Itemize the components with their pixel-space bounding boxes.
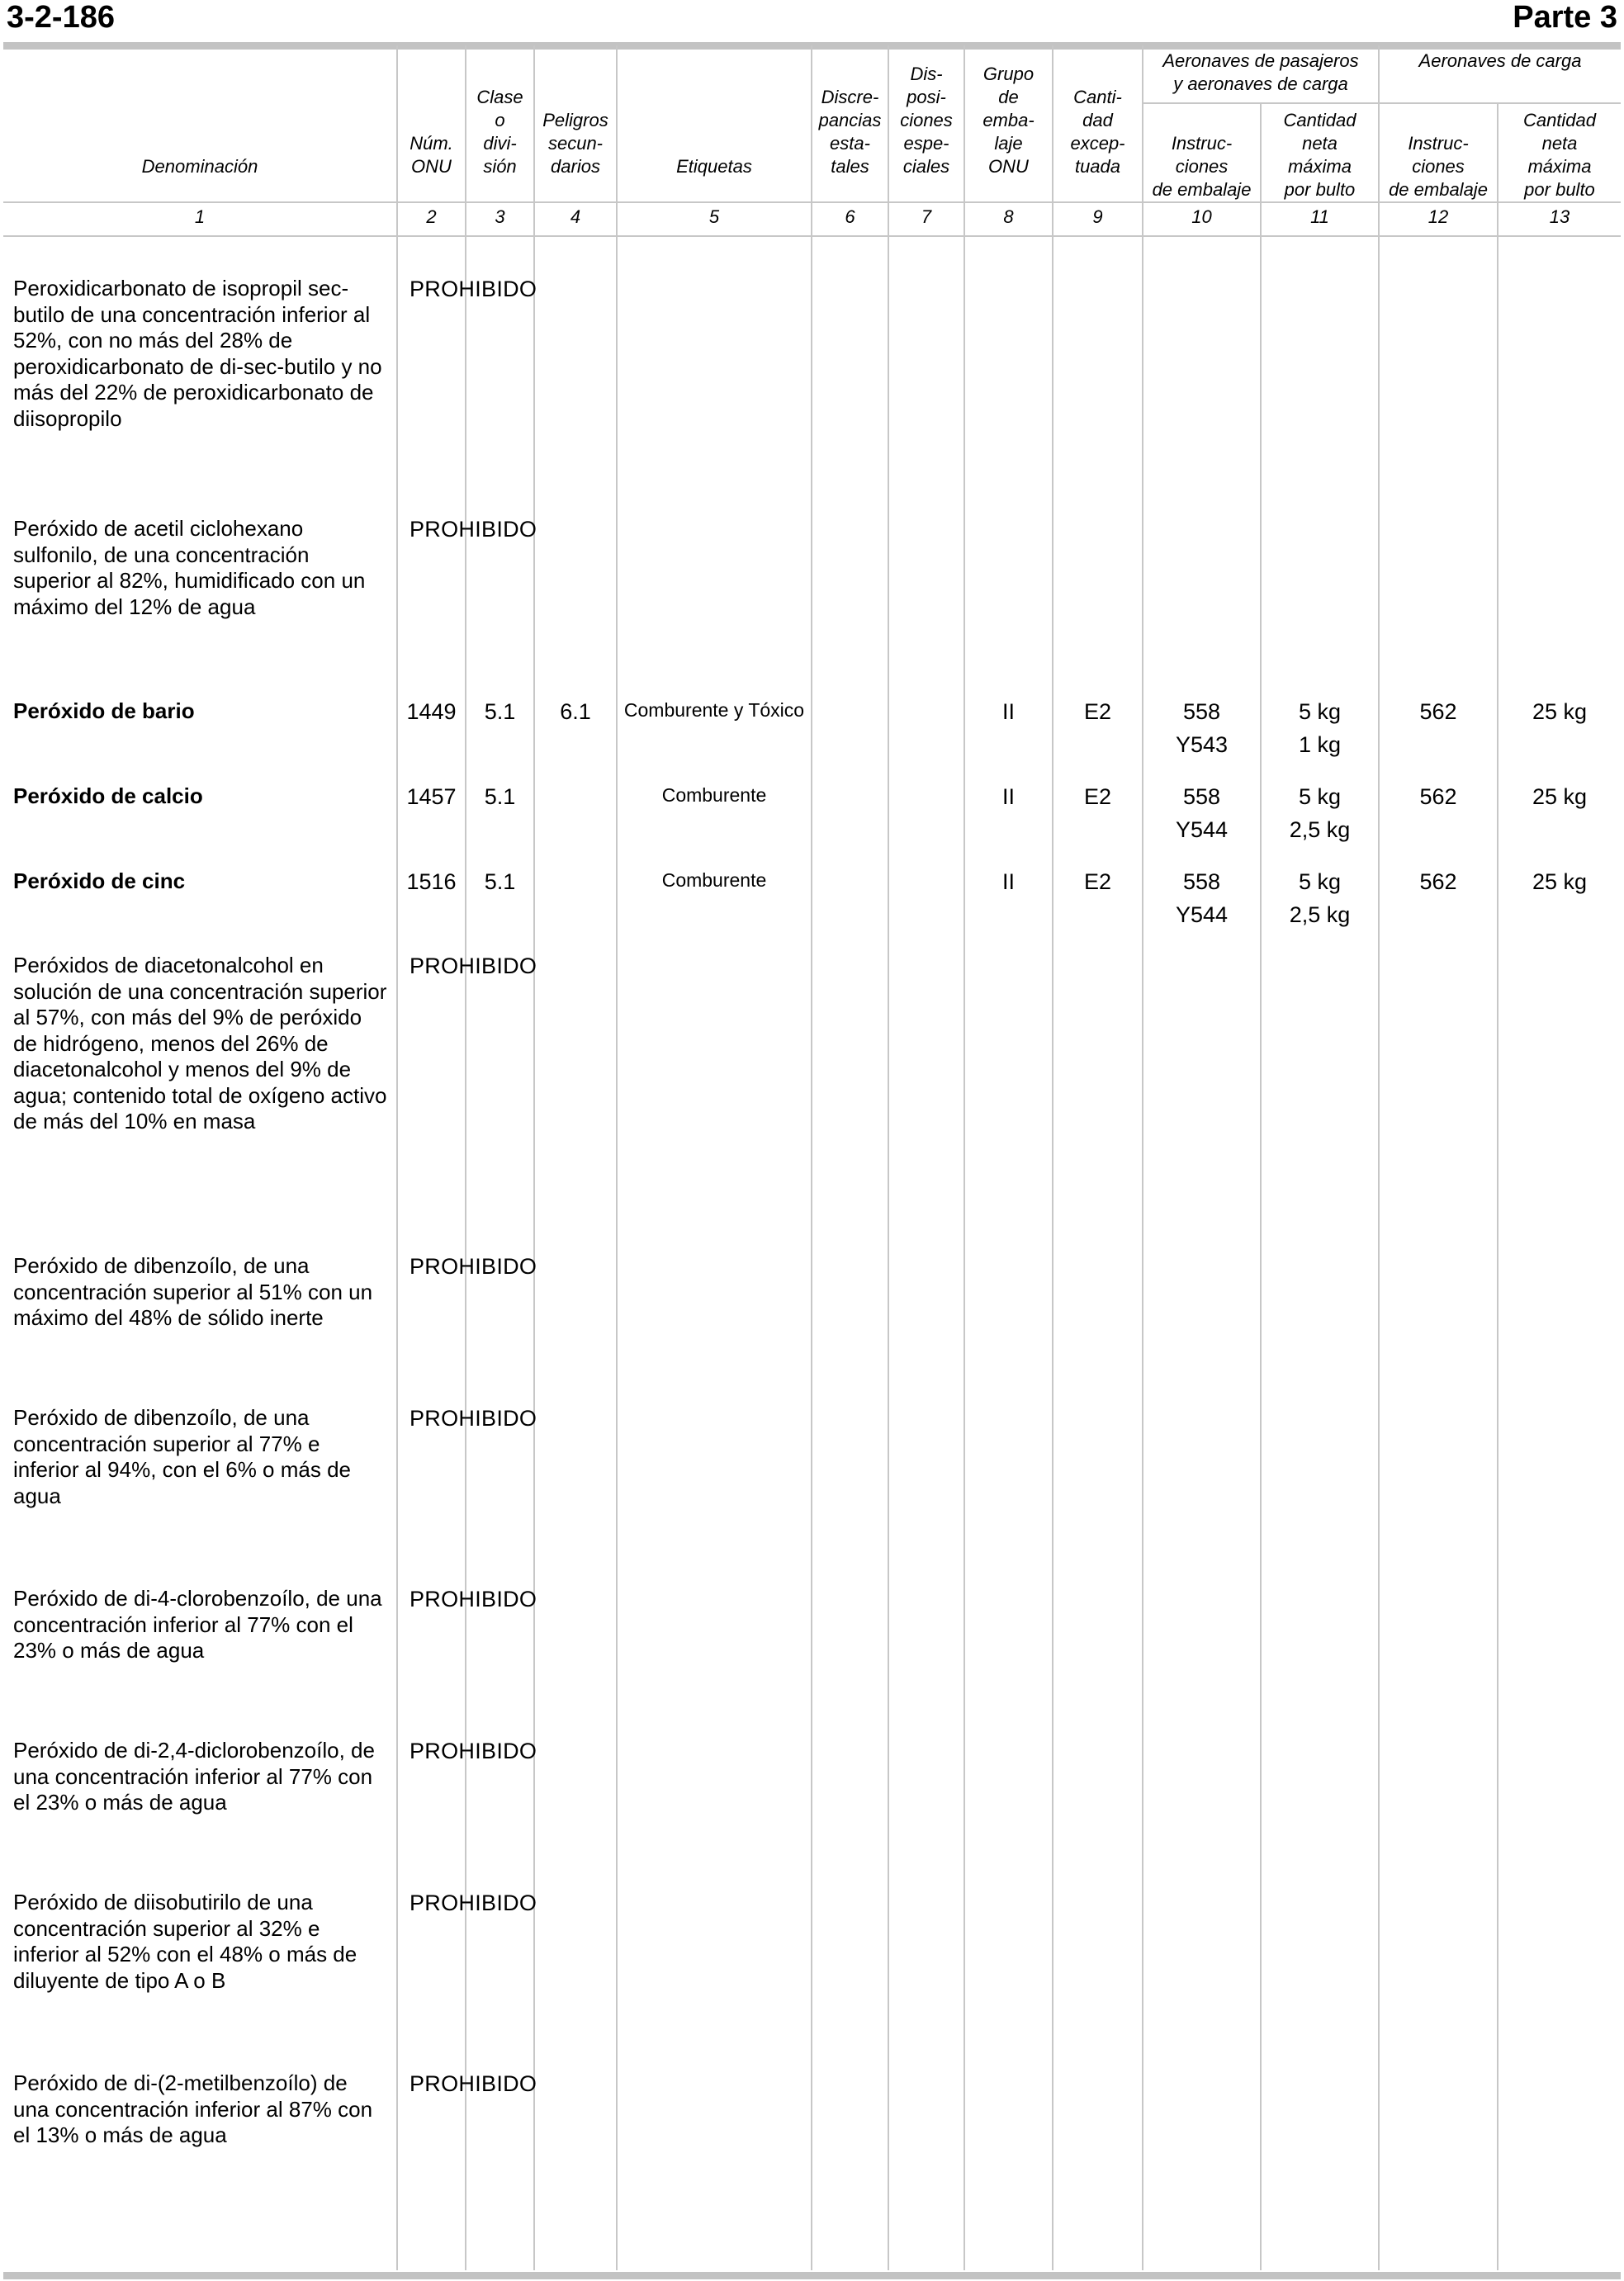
header-cantidad-neta-pasajeros: Cantidad neta máxima por bulto — [1283, 110, 1356, 200]
quantity-value: 5 kg — [1298, 784, 1342, 809]
header-num-onu: Núm. ONU — [410, 133, 453, 177]
col-divider — [888, 45, 889, 2270]
col-number: 12 — [1428, 206, 1449, 227]
col-number: 2 — [426, 206, 437, 227]
subsidiary-risk: 6.1 — [560, 699, 591, 724]
row-denomination: Peróxido de calcio — [13, 783, 203, 808]
prohibited-status: PROHIBIDO — [410, 1254, 537, 1279]
col-number: 9 — [1092, 206, 1103, 227]
group-divider — [1142, 102, 1621, 104]
row-denomination: Peróxido de acetil ciclohexano sulfonilo, de una concentración superior al 82%, humidificado con un máximo del 12% de agua — [13, 516, 366, 619]
header-cantidad-neta-carga: Cantidad neta máxima por bulto — [1522, 110, 1597, 200]
col-divider — [396, 45, 398, 2270]
max-net-quantity-cargo: 25 kg — [1532, 699, 1588, 724]
header-grupo: Grupo de emba- laje ONU — [982, 64, 1035, 177]
col-number: 6 — [845, 206, 855, 227]
max-net-quantity-passenger — [1262, 695, 1378, 761]
row-denomination: Peróxido de di-(2-metilbenzoílo) de una concentración inferior al 87% con el 13% o más de agua — [13, 2070, 373, 2147]
colnum-divider — [3, 235, 1621, 237]
packing-instructions-passenger — [1143, 695, 1260, 761]
col-number: 4 — [570, 206, 581, 227]
header-cantidad-exceptuada: Canti- dad excep- tuada — [1070, 87, 1125, 177]
un-number: 1449 — [406, 699, 457, 724]
row-denomination: Peróxido de dibenzoílo, de una concentración superior al 77% e inferior al 94%, con el 6% o más de agua — [13, 1405, 351, 1508]
prohibited-status: PROHIBIDO — [410, 954, 537, 978]
quantity-value: 1 kg — [1298, 732, 1342, 757]
instruction-value: 558 — [1182, 699, 1221, 724]
packing-instructions-passenger — [1143, 780, 1260, 846]
row-denomination: Peróxido de di-2,4-diclorobenzoílo, de una concentración inferior al 77% con el 23% o más de agua — [13, 1738, 375, 1815]
col-number: 1 — [194, 206, 206, 227]
quantity-value: 5 kg — [1298, 869, 1342, 894]
excepted-quantity: E2 — [1083, 869, 1112, 894]
bottom-rule — [3, 2272, 1621, 2279]
header-divider — [3, 201, 1621, 203]
col-number: 8 — [1003, 206, 1014, 227]
instruction-value: 558 — [1182, 869, 1221, 894]
prohibited-status: PROHIBIDO — [410, 1587, 537, 1611]
col-number: 7 — [921, 206, 932, 227]
packing-group: II — [1001, 699, 1015, 724]
col-divider — [964, 45, 965, 2270]
col-divider — [616, 45, 618, 2270]
header-pasajeros-group: Aeronaves de pasajeros y aeronaves de carga — [1162, 50, 1359, 94]
instruction-value: Y544 — [1175, 902, 1229, 927]
instruction-value: Y543 — [1175, 732, 1229, 757]
row-denomination: Peróxido de dibenzoílo, de una concentración superior al 51% con un máximo del 48% de sólido inerte — [13, 1253, 373, 1330]
instruction-value: 558 — [1182, 784, 1221, 809]
col-divider — [1378, 45, 1380, 2270]
packing-group: II — [1001, 784, 1015, 809]
quantity-value: 5 kg — [1298, 699, 1342, 724]
col-divider — [1260, 103, 1262, 2270]
packing-instructions-cargo: 562 — [1419, 699, 1457, 724]
labels: Comburente y Tóxico — [623, 699, 805, 721]
row-denomination: Peróxido de cinc — [13, 868, 186, 893]
row-denomination: Peróxido de bario — [13, 698, 195, 723]
class-division: 5.1 — [484, 869, 516, 894]
col-number: 13 — [1549, 206, 1570, 227]
col-number: 3 — [495, 206, 505, 227]
un-number: 1516 — [406, 869, 457, 894]
max-net-quantity-cargo: 25 kg — [1532, 784, 1588, 809]
col-divider — [533, 45, 535, 2270]
row-denomination: Peroxidicarbonato de isopropil sec-butilo de una concentración inferior al 52%, con no más del 28% de peroxidicarbonato de di-sec-butilo y no más del 22% de peroxidicarbonato de diisopropilo — [13, 276, 382, 431]
header-disposiciones: Dis- posi- ciones espe- ciales — [900, 64, 953, 177]
quantity-value: 2,5 kg — [1289, 902, 1351, 927]
instruction-value: Y544 — [1175, 817, 1229, 842]
excepted-quantity: E2 — [1083, 784, 1112, 809]
prohibited-status: PROHIBIDO — [410, 517, 537, 542]
packing-instructions-passenger — [1143, 865, 1260, 931]
class-division: 5.1 — [484, 699, 516, 724]
labels: Comburente — [661, 784, 767, 806]
part-label: Parte 3 — [1513, 0, 1617, 35]
header-instrucciones-carga: Instruc- ciones de embalaje — [1389, 133, 1488, 200]
prohibited-status: PROHIBIDO — [410, 1891, 537, 1915]
prohibited-status: PROHIBIDO — [410, 277, 537, 301]
packing-group: II — [1001, 869, 1015, 894]
header-etiquetas: Etiquetas — [676, 156, 752, 177]
row-denomination: Peróxido de diisobutirilo de una concentración superior al 32% e inferior al 52% con el 48% o más de diluyente de tipo A o B — [13, 1890, 357, 1993]
row-denomination: Peróxidos de diacetonalcohol en solución de una concentración superior al 57%, con más del 9% de peróxido de hidrógeno, menos del 26% de diacetonalcohol y menos del 9% de agua; contenido total de oxígeno activo de más del 10% en masa — [13, 953, 387, 1133]
col-number: 10 — [1191, 206, 1212, 227]
excepted-quantity: E2 — [1083, 699, 1112, 724]
col-divider — [1052, 45, 1053, 2270]
header-clase: Clase o divi- sión — [476, 87, 523, 177]
packing-instructions-cargo: 562 — [1419, 869, 1457, 894]
prohibited-status: PROHIBIDO — [410, 1406, 537, 1431]
col-number: 11 — [1310, 206, 1329, 227]
max-net-quantity-passenger — [1262, 780, 1378, 846]
class-division: 5.1 — [484, 784, 516, 809]
max-net-quantity-cargo: 25 kg — [1532, 869, 1588, 894]
header-peligros: Peligros secun- darios — [542, 110, 608, 177]
header-carga-group: Aeronaves de carga — [1418, 50, 1582, 71]
header-discrepancias: Discre- pancias esta- tales — [818, 87, 882, 177]
page-number: 3-2-186 — [7, 0, 115, 35]
max-net-quantity-passenger — [1262, 865, 1378, 931]
labels: Comburente — [661, 869, 767, 891]
col-divider — [465, 45, 466, 2270]
col-divider — [1142, 45, 1143, 2270]
prohibited-status: PROHIBIDO — [410, 1739, 537, 1763]
header-instrucciones-pasajeros: Instruc- ciones de embalaje — [1152, 133, 1252, 200]
col-divider — [811, 45, 812, 2270]
col-number: 5 — [708, 206, 720, 227]
un-number: 1457 — [406, 784, 457, 809]
header-denominacion: Denominación — [141, 156, 258, 177]
row-denomination: Peróxido de di-4-clorobenzoílo, de una concentración inferior al 77% con el 23% o más de agua — [13, 1586, 382, 1663]
packing-instructions-cargo: 562 — [1419, 784, 1457, 809]
col-divider — [1497, 103, 1499, 2270]
prohibited-status: PROHIBIDO — [410, 2071, 537, 2096]
quantity-value: 2,5 kg — [1289, 817, 1351, 842]
